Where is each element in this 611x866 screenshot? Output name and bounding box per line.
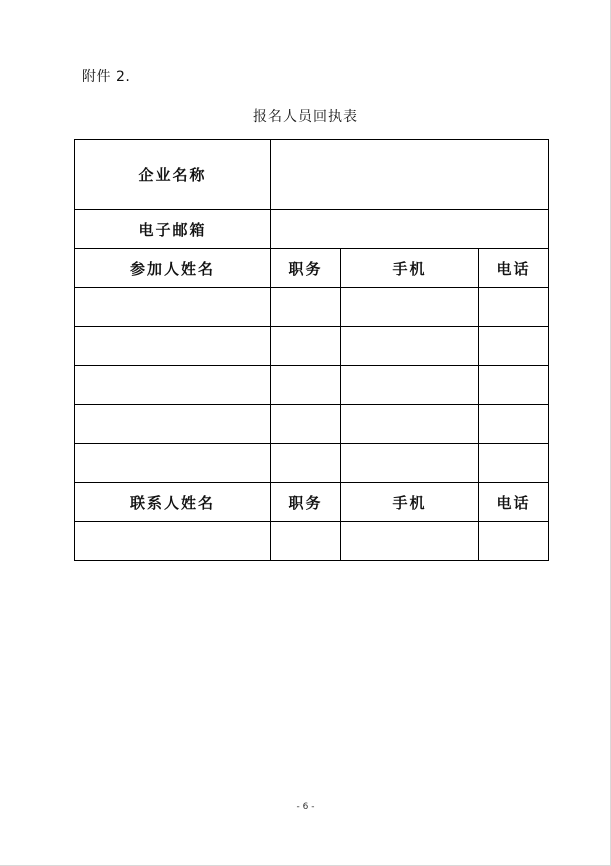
participant-mobile-cell[interactable] — [341, 327, 479, 366]
email-row — [75, 210, 549, 249]
participant-phone-cell[interactable] — [479, 444, 549, 483]
header-contact-name: 联系人姓名 — [75, 483, 271, 522]
participant-mobile-cell[interactable] — [341, 444, 479, 483]
header-participant-name: 参加人姓名 — [75, 249, 271, 288]
participant-name-cell[interactable] — [75, 444, 271, 483]
registration-form-table — [74, 139, 549, 561]
participant-position-cell[interactable] — [271, 288, 341, 327]
header-phone: 电话 — [479, 249, 549, 288]
participant-mobile-cell[interactable] — [341, 405, 479, 444]
contact-header-row — [75, 483, 549, 522]
participant-mobile-cell[interactable] — [341, 288, 479, 327]
participant-phone-cell[interactable] — [479, 405, 549, 444]
participant-position-cell[interactable] — [271, 327, 341, 366]
contact-phone-cell[interactable] — [479, 522, 549, 561]
participant-name-cell[interactable] — [75, 366, 271, 405]
participant-phone-cell[interactable] — [479, 366, 549, 405]
participant-phone-cell[interactable] — [479, 327, 549, 366]
participant-row — [75, 405, 549, 444]
header-contact-mobile: 手机 — [341, 483, 479, 522]
participant-name-cell[interactable] — [75, 405, 271, 444]
participant-row — [75, 288, 549, 327]
company-name-field[interactable] — [271, 140, 549, 210]
participant-name-cell[interactable] — [75, 288, 271, 327]
participant-row — [75, 327, 549, 366]
email-label: 电子邮箱 — [75, 210, 271, 249]
contact-mobile-cell[interactable] — [341, 522, 479, 561]
contact-position-cell[interactable] — [271, 522, 341, 561]
company-name-label: 企业名称 — [75, 140, 271, 210]
participant-phone-cell[interactable] — [479, 288, 549, 327]
email-field[interactable] — [271, 210, 549, 249]
participant-name-cell[interactable] — [75, 327, 271, 366]
company-name-row — [75, 140, 549, 210]
header-contact-position: 职务 — [271, 483, 341, 522]
attachment-label: 附件 2. — [82, 69, 131, 85]
participant-position-cell[interactable] — [271, 444, 341, 483]
participant-row — [75, 366, 549, 405]
contact-row — [75, 522, 549, 561]
participant-position-cell[interactable] — [271, 405, 341, 444]
form-title: 报名人员回执表 — [253, 109, 358, 125]
header-contact-phone: 电话 — [479, 483, 549, 522]
header-mobile: 手机 — [341, 249, 479, 288]
contact-name-cell[interactable] — [75, 522, 271, 561]
participant-position-cell[interactable] — [271, 366, 341, 405]
participant-row — [75, 444, 549, 483]
participant-mobile-cell[interactable] — [341, 366, 479, 405]
page-number: - 6 - — [296, 802, 315, 812]
participant-header-row — [75, 249, 549, 288]
header-position: 职务 — [271, 249, 341, 288]
